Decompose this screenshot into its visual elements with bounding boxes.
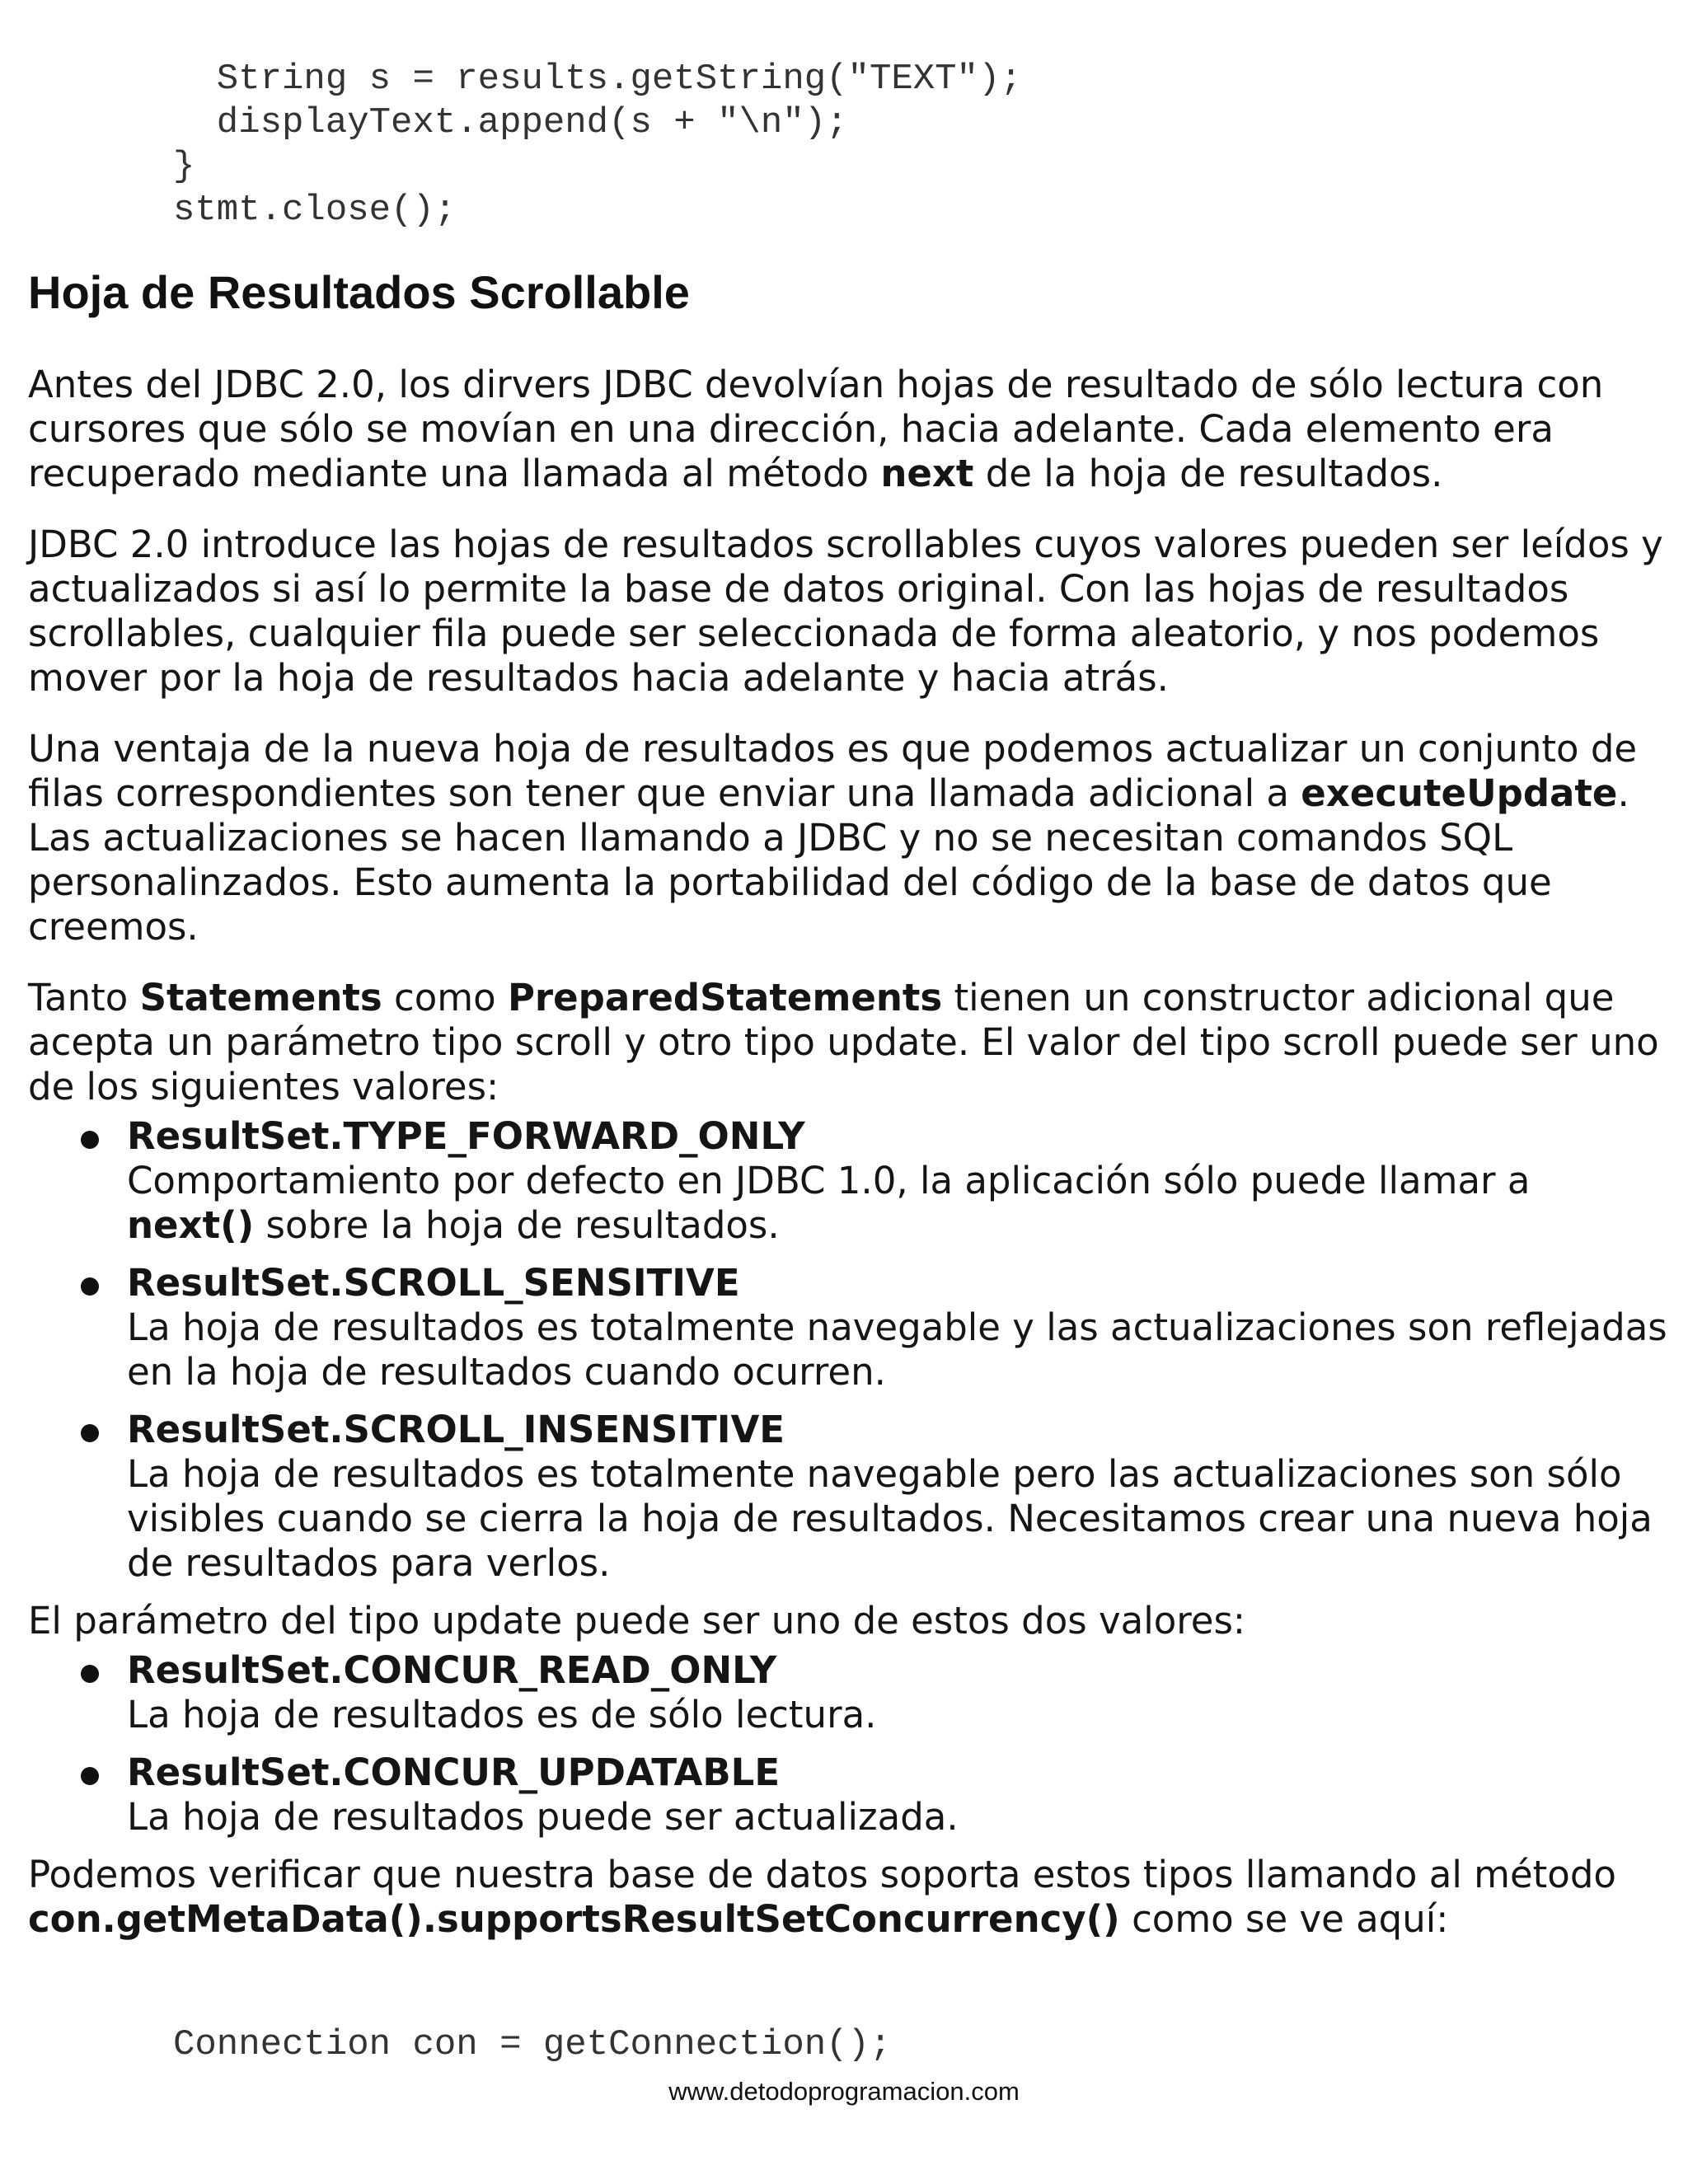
- paragraph-jdbc2: JDBC 2.0 introduce las hojas de resultados scrollables cuyos valores pueden ser leídos y actualizados si así lo permite la base de datos original. Con las hojas de resultados scrollables, cualquier fila puede ser seleccionada de forma aleatorio, y nos podemos mover por la hoja de resultados hacia adelante y hacia atrás.: [28, 523, 1663, 700]
- list-item: [28, 1114, 1668, 1248]
- code-block-top: [173, 58, 1022, 232]
- list-item-term: ResultSet.SCROLL_SENSITIVE: [127, 1261, 740, 1305]
- text-run: Una ventaja de la nueva hoja de resultados es que podemos actualizar un conjunto de filas correspondientes son tener que enviar una llamada adicional a: [28, 727, 1638, 815]
- code-line: displayText.append(s + "\n");: [173, 102, 848, 143]
- paragraph-intro: [28, 363, 1668, 496]
- scroll-type-list: [28, 1114, 1668, 1586]
- section-title: Hoja de Resultados Scrollable: [28, 266, 690, 318]
- bold-term-statements: Statements: [139, 976, 382, 1019]
- code-block-bottom: [173, 2023, 891, 2067]
- update-type-list: [28, 1648, 1668, 1840]
- bullet-icon: [81, 1277, 99, 1296]
- list-item: [28, 1261, 1668, 1394]
- bullet-icon: [81, 1767, 99, 1785]
- list-item-term: ResultSet.CONCUR_UPDATABLE: [127, 1750, 781, 1794]
- list-item-desc: La hoja de resultados es totalmente navegable pero las actualizaciones son sólo visibles cuando se cierra la hoja de resultados. Necesitamos crear una nueva hoja de resultados para verlos.: [127, 1452, 1653, 1585]
- bold-term-preparedstatements: PreparedStatements: [507, 976, 943, 1019]
- paragraph-update-param: El parámetro del tipo update puede ser uno de estos dos valores:: [28, 1599, 1246, 1643]
- text-run: Comportamiento por defecto en JDBC 1.0, la aplicación sólo puede llamar a: [127, 1159, 1531, 1202]
- list-item: [28, 1648, 1668, 1737]
- bold-term-next-call: next(): [127, 1203, 255, 1247]
- paragraph-statements: [28, 976, 1668, 1109]
- text-run: como: [382, 976, 508, 1019]
- list-item: [28, 1750, 1668, 1840]
- bullet-icon: [81, 1131, 99, 1149]
- text-run: Antes del JDBC 2.0, los dirvers JDBC devolvían hojas de resultado de sólo lectura con cursores que sólo se movían en una dirección, hacia adelante. Cada elemento era recuperado mediante una llamada al método: [28, 363, 1604, 495]
- paragraph-advantage: [28, 727, 1668, 949]
- list-item-desc: La hoja de resultados es totalmente navegable y las actualizaciones son reflejadas en la hoja de resultados cuando ocurren.: [127, 1305, 1667, 1394]
- text-run: Podemos verificar que nuestra base de datos soporta estos tipos llamando al método: [28, 1853, 1616, 1896]
- text-run: sobre la hoja de resultados.: [254, 1203, 780, 1247]
- code-line: String s = results.getString("TEXT");: [173, 59, 1022, 100]
- list-item-desc: La hoja de resultados puede ser actualizada.: [127, 1795, 959, 1839]
- text-run: Tanto: [28, 976, 140, 1019]
- text-run: tienen un constructor adicional que acepta un parámetro tipo scroll y otro tipo update. El valor del tipo scroll puede ser uno de los siguientes valores:: [28, 976, 1659, 1108]
- bold-term-next: next: [880, 452, 974, 495]
- document-body: [28, 363, 1668, 1942]
- list-item: [28, 1408, 1668, 1586]
- list-item-term: ResultSet.CONCUR_READ_ONLY: [127, 1648, 777, 1692]
- list-item-term: ResultSet.SCROLL_INSENSITIVE: [127, 1408, 785, 1451]
- text-run: . Las actualizaciones se hacen llamando a JDBC y no se necesitan comandos SQL personalinzados. Esto aumenta la portabilidad del código de la base de datos que creemos.: [28, 771, 1629, 949]
- text-run: de la hoja de resultados.: [973, 452, 1443, 495]
- code-line: stmt.close();: [173, 190, 457, 231]
- code-line: Connection con = getConnection();: [173, 2024, 892, 2065]
- bold-term-supports-concurrency: con.getMetaData().supportsResultSetConcurrency(): [28, 1897, 1120, 1941]
- footer-url: www.detodoprogramacion.com: [668, 2077, 1020, 2106]
- bold-term-executeupdate: executeUpdate: [1301, 771, 1618, 815]
- list-item-term: ResultSet.TYPE_FORWARD_ONLY: [127, 1114, 805, 1158]
- code-line: }: [173, 146, 195, 187]
- paragraph-verify: [28, 1853, 1668, 1942]
- bullet-icon: [81, 1424, 99, 1442]
- text-run: como se ve aquí:: [1119, 1897, 1449, 1941]
- list-item-desc: La hoja de resultados es de sólo lectura.: [127, 1693, 877, 1736]
- bullet-icon: [81, 1665, 99, 1683]
- list-item-desc: [127, 1159, 1668, 1248]
